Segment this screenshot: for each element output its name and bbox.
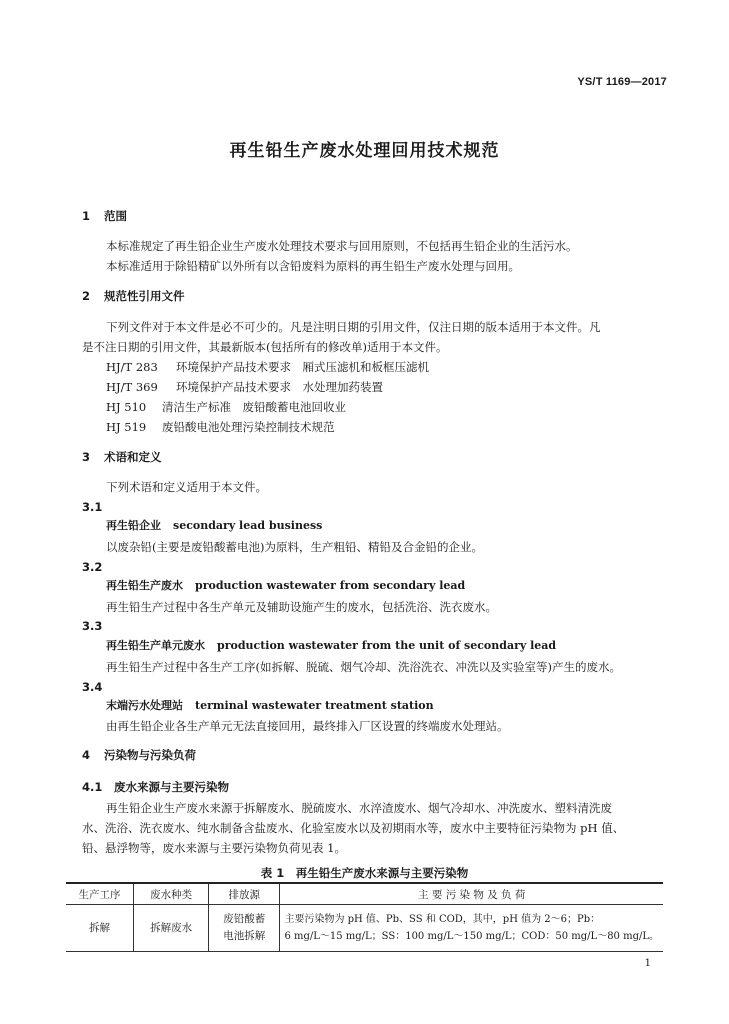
section-number: 2 <box>82 289 91 303</box>
table-header-row <box>66 883 663 905</box>
section-number: 1 <box>82 209 91 223</box>
term-zh: 再生铅生产废水 <box>106 579 183 592</box>
term-number: 3.4 <box>82 680 103 694</box>
section-number: 4 <box>82 748 91 762</box>
reference-title: 环境保护产品技术要求 水处理加药装置 <box>176 380 383 394</box>
section-number: 3 <box>82 450 91 464</box>
term-en: production wastewater from secondary lead <box>195 579 466 592</box>
description-line: 6 mg/L～15 mg/L；SS：100 mg/L～150 mg/L；COD：50 mg/L～80 mg/L。 <box>284 931 659 942</box>
table-header-cell: 生产工序 <box>66 883 134 905</box>
standard-code: YS/T 1169—2017 <box>577 76 667 88</box>
term-heading <box>106 519 322 533</box>
term-zh: 再生铅生产单元废水 <box>106 639 205 652</box>
term-zh: 末端污水处理站 <box>106 699 183 712</box>
pollutant-table <box>66 882 663 952</box>
reference-item <box>106 380 383 394</box>
reference-code: HJ/T 283 <box>106 360 158 374</box>
reference-code: HJ 510 <box>106 400 147 414</box>
section-title: 范围 <box>104 209 127 223</box>
table-cell-description <box>280 905 663 952</box>
table-caption: 表 1 再生铅生产废水来源与主要污染物 <box>260 866 469 880</box>
section-heading-terms <box>82 450 162 464</box>
pollutants-paragraph-line-3: 铅、悬浮物等，废水来源与主要污染物负荷见表 1。 <box>82 841 346 855</box>
term-en: secondary lead business <box>173 519 323 532</box>
subsection-number: 4.1 <box>82 780 103 794</box>
subsection-title: 废水来源与主要污染物 <box>114 780 229 794</box>
scope-paragraph-2: 本标准适用于除铅精矿以外所有以含铅废料为原料的再生铅生产废水处理与回用。 <box>106 259 520 273</box>
term-en: production wastewater from the unit of secondary lead <box>217 639 557 652</box>
table-header-cell: 废水种类 <box>134 883 209 905</box>
reference-title: 环境保护产品技术要求 厢式压滤机和板框压滤机 <box>176 360 429 374</box>
source-line: 废铅酸蓄 <box>223 913 266 925</box>
reference-item <box>106 400 346 414</box>
pollutants-paragraph-line-1: 再生铅企业生产废水来源于拆解废水、脱硫废水、水淬渣废水、烟气冷却水、冲洗废水、塑料清洗废 <box>106 801 612 815</box>
term-heading <box>106 699 434 713</box>
table-cell-type: 拆解废水 <box>134 905 209 952</box>
pollutants-paragraph-line-2: 水、洗浴、洗衣废水、纯水制备含盐废水、化验室废水以及初期雨水等，废水中主要特征污染物为 pH 值、 <box>82 821 625 835</box>
reference-code: HJ/T 369 <box>106 380 158 394</box>
reference-title: 清洁生产标准 废铅酸蓄电池回收业 <box>162 400 346 414</box>
term-number: 3.1 <box>82 500 103 514</box>
references-intro-line-1: 下列文件对于本文件是必不可少的。凡是注明日期的引用文件，仅注日期的版本适用于本文件。凡 <box>106 320 601 334</box>
term-number: 3.2 <box>82 560 103 574</box>
table-cell-process: 拆解 <box>66 905 134 952</box>
page-number: 1 <box>644 958 651 969</box>
source-line: 电池拆解 <box>223 930 266 942</box>
reference-item <box>106 420 335 434</box>
terms-intro: 下列术语和定义适用于本文件。 <box>106 480 267 494</box>
term-definition: 以废杂铅(主要是废铅酸蓄电池)为原料，生产粗铅、精铅及合金铅的企业。 <box>106 540 483 554</box>
term-heading <box>106 579 465 593</box>
section-heading-references <box>82 289 185 303</box>
section-title: 规范性引用文件 <box>104 289 185 303</box>
term-heading <box>106 639 556 653</box>
reference-title: 废铅酸电池处理污染控制技术规范 <box>162 420 335 434</box>
subsection-heading <box>82 780 229 794</box>
table-row <box>66 905 663 952</box>
document-title: 再生铅生产废水处理回用技术规范 <box>229 141 500 161</box>
term-definition: 由再生铅企业各生产单元无法直接回用，最终排入厂区设置的终端废水处理站。 <box>106 719 509 733</box>
term-zh: 再生铅企业 <box>106 519 161 532</box>
table-cell-source <box>209 905 280 952</box>
reference-item <box>106 360 429 374</box>
term-number: 3.3 <box>82 619 103 633</box>
references-intro-line-2: 是不注日期的引用文件，其最新版本(包括所有的修改单)适用于本文件。 <box>82 340 448 354</box>
table-header-cell: 主 要 污 染 物 及 负 荷 <box>280 883 663 905</box>
reference-code: HJ 519 <box>106 420 147 434</box>
section-title: 术语和定义 <box>104 450 162 464</box>
scope-paragraph-1: 本标准规定了再生铅企业生产废水处理技术要求与回用原则，不包括再生铅企业的生活污水。 <box>106 239 578 253</box>
term-en: terminal wastewater treatment station <box>195 699 434 712</box>
description-line: 主要污染物为 pH 值、Pb、SS 和 COD，其中，pH 值为 2～6；Pb： <box>284 914 601 925</box>
section-title: 污染物与污染负荷 <box>104 748 196 762</box>
term-definition: 再生铅生产过程中各生产单元及辅助设施产生的废水，包括洗浴、洗衣废水。 <box>106 600 497 614</box>
term-definition: 再生铅生产过程中各生产工序(如拆解、脱硫、烟气冷却、洗浴洗衣、冲洗以及实验室等)产生的废水。 <box>106 660 621 674</box>
table-header-cell: 排放源 <box>209 883 280 905</box>
section-heading-scope <box>82 209 127 223</box>
section-heading-pollutants <box>82 748 196 762</box>
